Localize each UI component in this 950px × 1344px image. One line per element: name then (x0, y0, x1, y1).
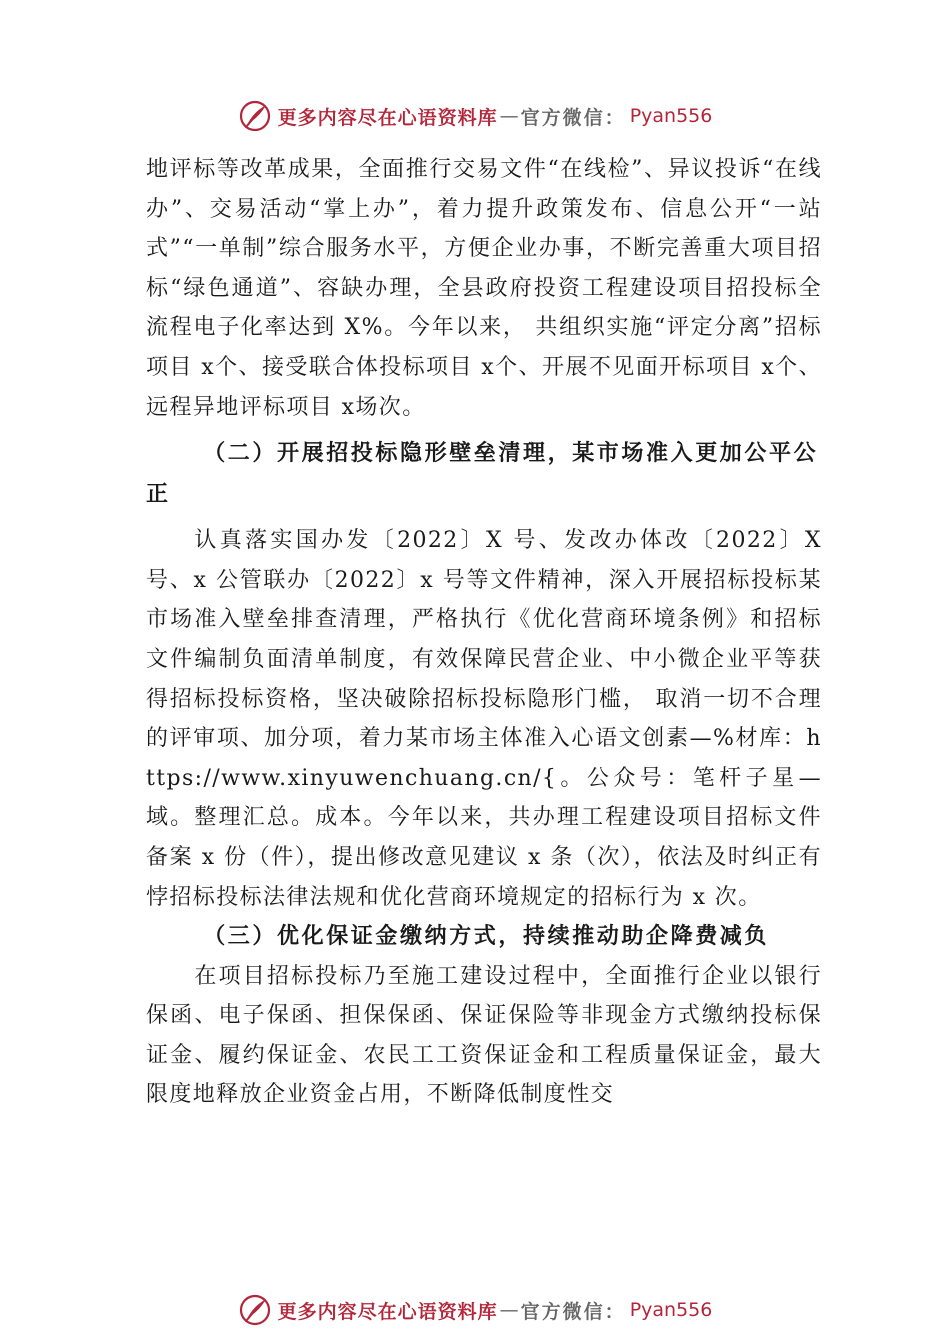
banner-wechat-id: Pyan556 (629, 105, 713, 127)
banner-label-text: 官方微信： (520, 1300, 626, 1323)
quill-logo-icon (238, 1293, 272, 1327)
top-watermark-banner (0, 96, 950, 136)
banner-label-text: 官方微信： (520, 106, 626, 129)
document-body (146, 150, 822, 1115)
banner-separator: — (499, 1299, 519, 1321)
banner-separator: — (499, 105, 519, 127)
banner-brand-text: 更多内容尽在心语资料库 (277, 1300, 498, 1323)
section-heading-2: （二）开展招投标隐形壁垒清理，某市场准入更加公平公正 (146, 440, 819, 508)
quill-logo-icon (238, 99, 272, 133)
banner-wechat-id: Pyan556 (629, 1299, 713, 1321)
section-heading-3: （三）优化保证金缴纳方式，持续推动助企降费减负 (203, 923, 769, 950)
bottom-watermark-banner (0, 1290, 950, 1330)
body-paragraph-3: 在项目招标投标乃至施工建设过程中，全面推行企业以银行保函、电子保函、担保保函、保证保险等非现金方式缴纳投标保证金、履约保证金、农民工工资保证金和工程质量保证金，最大限度地释放企业资金占用，不断降低制度性交 (146, 963, 822, 1108)
banner-brand-text: 更多内容尽在心语资料库 (277, 106, 498, 129)
body-paragraph-2: 认真落实国办发〔2022〕X 号、发改办体改〔2022〕X 号、x 公管联办〔2022〕x 号等文件精神，深入开展招标投标某市场准入壁垒排查清理，严格执行《优化营商环境条例》和招标文件编制负面清单制度，有效保障民营企业、中小微企业平等获得招标投标资格，坚决破除招标投标隐形门槛， 取消一切不合理的评审项、加分项，着力某市场主体准入心语文创素—%材库：https://www.xinyuwenchuang.cn/{。公众号：笔杆子星—域。整理汇总。成本。今年以来，共办理工程建设项目招标文件备案 x 份（件），提出修改意见建议 x 条（次），依法及时纠正有悖招标投标法律法规和优化营商环境规定的招标行为 x 次。 (146, 528, 822, 910)
body-paragraph-1: 地评标等改革成果，全面推行交易文件“在线检”、异议投诉“在线办”、交易活动“掌上办”，着力提升政策发布、信息公开“一站式”“一单制”综合服务水平，方便企业办事，不断完善重大项目招标“绿色通道”、容缺办理，全县政府投资工程建设项目招投标全流程电子化率达到 X%。今年以来， 共组织实施“评定分离”招标项目 x个、接受联合体投标项目 x个、开展不见面开标项目 x个、远程异地评标项目 x场次。 (146, 157, 822, 420)
